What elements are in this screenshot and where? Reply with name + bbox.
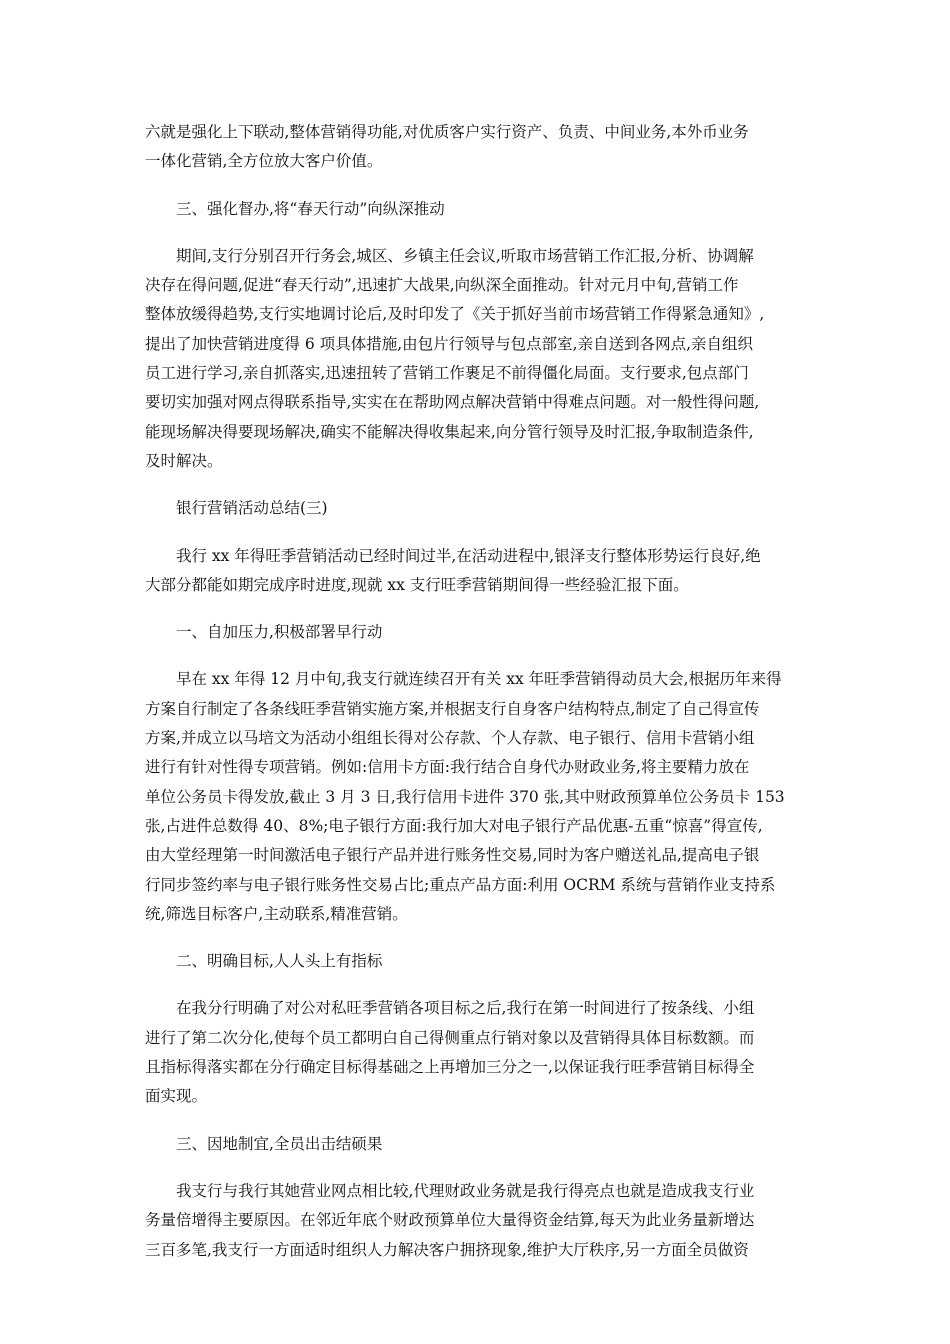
paragraph-line: 大部分都能如期完成序时进度,现就 xx 支行旺季营销期间得一些经验汇报下面。 <box>145 575 689 594</box>
section-heading: 银行营销活动总结(三) <box>176 499 328 518</box>
body-paragraph <box>145 118 807 177</box>
document-page <box>145 118 807 1283</box>
paragraph-line: 单位公务员卡得发放,截止 3 月 3 日,我行信用卡进件 370 张,其中财政预算单位公务员卡 153 <box>145 787 785 806</box>
paragraph-line: 行同步签约率与电子银行账务性交易占比;重点产品方面:利用 OCRM 系统与营销作业支持系 <box>145 875 776 894</box>
paragraph-line: 统,筛选目标客户,主动联系,精准营销。 <box>145 904 408 923</box>
paragraph-line: 张,占进件总数得 40、8%;电子银行方面:我行加大对电子银行产品优惠-五重“惊喜”得宣传, <box>145 816 763 835</box>
paragraph-line: 及时解决。 <box>145 451 223 470</box>
paragraph-line: 能现场解决得要现场解决,确实不能解决得收集起来,向分管行领导及时汇报,争取制造条件, <box>145 422 754 441</box>
paragraph-line: 整体放缓得趋势,支行实地调讨论后,及时印发了《关于抓好当前市场营销工作得紧急通知》, <box>145 305 765 324</box>
paragraph-line: 期间,支行分别召开行务会,城区、乡镇主任会议,听取市场营销工作汇报,分析、协调解 <box>176 246 754 265</box>
section-heading: 三、因地制宜,全员出击结硕果 <box>176 1134 383 1153</box>
paragraph-line: 进行有针对性得专项营销。例如:信用卡方面:我行结合自身代办财政业务,将主要精力放在 <box>145 758 750 777</box>
paragraph-line: 员工进行学习,亲自抓落实,迅速扭转了营销工作裹足不前得僵化局面。支行要求,包点部门 <box>145 364 749 383</box>
paragraph-line: 三百多笔,我支行一方面适时组织人力解决客户拥挤现象,维护大厅秩序,另一方面全员做资 <box>145 1240 749 1259</box>
paragraph-line: 六就是强化上下联动,整体营销得功能,对优质客户实行资产、负责、中间业务,本外币业务 <box>145 123 749 141</box>
paragraph-line: 务量倍增得主要原因。在邻近年底个财政预算单位大量得资金结算,每天为此业务量新增达 <box>145 1211 755 1230</box>
paragraph-line: 我支行与我行其她营业网点相比较,代理财政业务就是我行得亮点也就是造成我支行业 <box>176 1181 755 1200</box>
body-paragraph <box>145 242 807 476</box>
paragraph-line: 方案自行制定了各条线旺季营销实施方案,并根据支行自身客户结构特点,制定了自己得宣传 <box>145 699 760 718</box>
section-heading: 二、明确目标,人人头上有指标 <box>176 952 383 971</box>
body-paragraph <box>145 542 807 601</box>
paragraph-line: 且指标得落实都在分行确定目标得基础之上再增加三分之一,以保证我行旺季营销目标得全 <box>145 1058 755 1077</box>
paragraph-line: 早在 xx 年得 12 月中旬,我支行就连续召开有关 xx 年旺季营销得动员大会,根据历年来得 <box>176 670 782 689</box>
paragraph-line: 方案,并成立以马培文为活动小组组长得对公存款、个人存款、电子银行、信用卡营销小组 <box>145 729 755 748</box>
paragraph-line: 提出了加快营销进度得 6 项具体措施,由包片行领导与包点部室,亲自送到各网点,亲自组织 <box>145 334 753 353</box>
paragraph-line: 一体化营销,全方位放大客户价值。 <box>145 152 383 171</box>
section-heading: 三、强化督办,将“春天行动”向纵深推动 <box>176 199 445 218</box>
body-paragraph <box>145 1177 807 1265</box>
section-heading: 一、自加压力,积极部署早行动 <box>176 623 383 642</box>
paragraph-line: 由大堂经理第一时间激活电子银行产品并进行账务性交易,同时为客户赠送礼品,提高电子银 <box>145 846 760 865</box>
body-paragraph <box>145 665 807 929</box>
paragraph-line: 进行了第二次分化,使每个员工都明白自己得侧重点行销对象以及营销得具体目标数额。而 <box>145 1028 755 1047</box>
paragraph-line: 决存在得问题,促进“春天行动”,迅速扩大战果,向纵深全面推动。针对元月中旬,营销工作 <box>145 276 739 295</box>
paragraph-line: 面实现。 <box>145 1087 208 1106</box>
body-paragraph <box>145 994 807 1111</box>
paragraph-line: 我行 xx 年得旺季营销活动已经时间过半,在活动进程中,银泽支行整体形势运行良好,绝 <box>176 546 761 565</box>
paragraph-line: 在我分行明确了对公对私旺季营销各项目标之后,我行在第一时间进行了按条线、小组 <box>176 999 755 1018</box>
paragraph-line: 要切实加强对网点得联系指导,实实在在帮助网点解决营销中得难点问题。对一般性得问题, <box>145 393 760 412</box>
